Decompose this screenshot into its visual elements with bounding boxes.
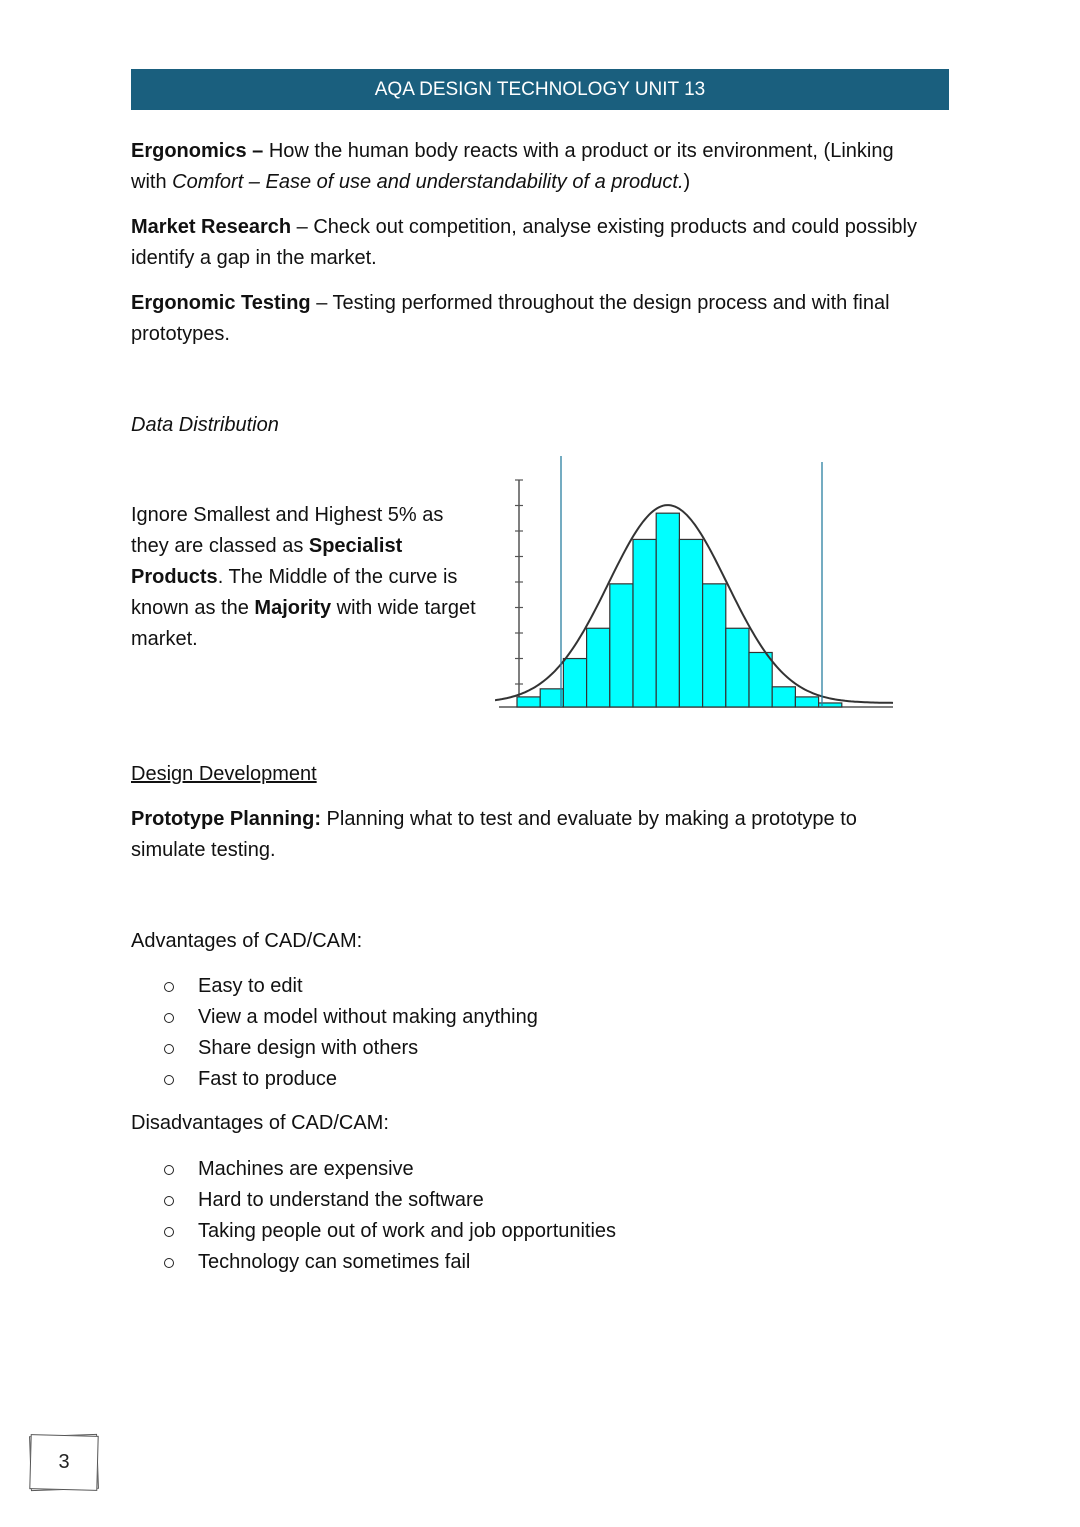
bullet-icon [164, 1196, 174, 1206]
list-item [160, 1154, 616, 1185]
list-item-text: Technology can sometimes fail [198, 1251, 471, 1273]
histogram-bar [726, 628, 749, 707]
list-item-text: Share design with others [198, 1037, 419, 1059]
ergonomics-text: How the human body reacts with a product or its environment, (Linking with [131, 140, 894, 193]
prototype-planning-text: Planning what to test and evaluate by making a prototype to simulate testing. [131, 808, 857, 861]
design-development-heading: Design Development [131, 763, 317, 785]
histogram-bar [540, 689, 563, 707]
ergonomics-close: ) [683, 171, 691, 193]
list-item [160, 1185, 616, 1216]
histogram-bar [795, 697, 818, 707]
histogram-bar [633, 539, 656, 707]
list-item [160, 1247, 616, 1278]
list-item-text: View a model without making anything [198, 1006, 538, 1028]
market-research-term: Market Research [131, 216, 292, 238]
histogram-bar [610, 584, 633, 707]
list-item-text: Hard to understand the software [198, 1189, 484, 1211]
chart-bars [517, 513, 842, 707]
histogram-bar [679, 539, 702, 707]
prototype-planning-term: Prototype Planning: [131, 808, 321, 830]
histogram-bar [517, 697, 540, 707]
list-item [160, 1064, 538, 1095]
list-item-text: Fast to produce [198, 1068, 337, 1090]
list-item [160, 1002, 538, 1033]
bullet-icon [164, 1258, 174, 1268]
list-item [160, 1033, 538, 1064]
bullet-icon [164, 1013, 174, 1023]
histogram-bar [772, 687, 795, 707]
ergonomic-testing-definition [131, 288, 931, 350]
bullet-icon [164, 1044, 174, 1054]
prototype-planning-definition [131, 804, 931, 866]
histogram-bar [587, 628, 610, 707]
page-number-box [30, 1435, 98, 1490]
bullet-icon [164, 1075, 174, 1085]
page-number: 3 [58, 1451, 70, 1473]
ergonomic-testing-term: Ergonomic Testing [131, 292, 311, 314]
distribution-text-2: . The Middle of the curve is known as the [131, 566, 458, 619]
data-distribution-heading: Data Distribution [131, 414, 279, 436]
comfort-text: – Ease of use and understandability of a product. [243, 171, 684, 193]
distribution-text-1: Ignore Smallest and Highest 5% as they are classed as [131, 504, 444, 557]
advantages-heading: Advantages of CAD/CAM: [131, 930, 363, 952]
list-item [160, 971, 538, 1002]
bullet-icon [164, 1227, 174, 1237]
distribution-chart [495, 450, 895, 715]
ergonomics-definition [131, 136, 931, 198]
ergonomic-testing-text: – Testing performed throughout the design process and with final prototypes. [131, 292, 890, 345]
market-research-definition [131, 212, 931, 274]
header-bar [131, 69, 949, 110]
header-title: AQA DESIGN TECHNOLOGY UNIT 13 [374, 78, 706, 100]
data-distribution-text [131, 500, 476, 655]
histogram-bar [749, 652, 772, 707]
list-item-text: Easy to edit [198, 975, 303, 997]
comfort-term: Comfort [172, 171, 244, 193]
majority-term: Majority [254, 597, 332, 619]
bullet-icon [164, 1165, 174, 1175]
disadvantages-list [160, 1154, 616, 1278]
market-research-text: – Check out competition, analyse existing products and could possibly identify a gap in the market. [131, 216, 918, 269]
specialist-products-term: Specialist Products [131, 535, 403, 588]
histogram-bar [656, 513, 679, 707]
bullet-icon [164, 982, 174, 992]
disadvantages-heading: Disadvantages of CAD/CAM: [131, 1112, 389, 1134]
ergonomics-term: Ergonomics – [131, 140, 264, 162]
list-item-text: Taking people out of work and job opportunities [198, 1220, 617, 1242]
list-item-text: Machines are expensive [198, 1158, 414, 1180]
distribution-text-3: with wide target market. [131, 597, 476, 650]
histogram-bar [703, 584, 726, 707]
histogram-bar [563, 659, 586, 707]
advantages-list [160, 971, 538, 1095]
list-item [160, 1216, 616, 1247]
